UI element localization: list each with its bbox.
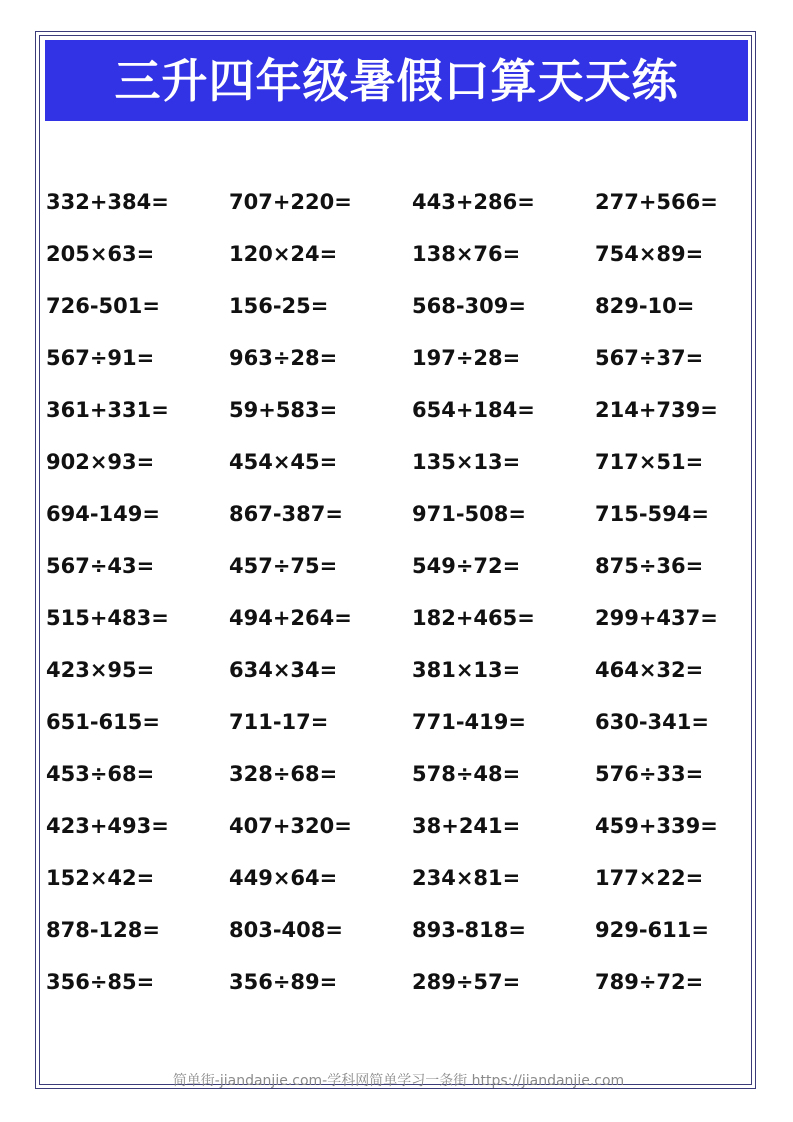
math-problem: 971-508= [412,502,526,526]
math-problem: 356÷85= [46,970,155,994]
footer-text: 简单街-jiandanjie.com-学科网简单学习一条街 https://jiandanjie.com [172,1073,625,1089]
problem-grid [46,180,766,1012]
math-problem: 464×32= [595,658,704,682]
math-problem: 328÷68= [229,762,338,786]
math-problem: 289÷57= [412,970,521,994]
math-problem: 878-128= [46,918,160,942]
math-problem: 454×45= [229,450,338,474]
math-problem: 182+465= [412,606,535,630]
math-problem: 457÷75= [229,554,338,578]
math-problem: 234×81= [412,866,521,890]
math-problem: 567÷91= [46,346,155,370]
math-problem: 177×22= [595,866,704,890]
math-problem: 867-387= [229,502,343,526]
math-problem: 361+331= [46,398,169,422]
math-problem: 568-309= [412,294,526,318]
math-problem: 929-611= [595,918,709,942]
math-problem: 726-501= [46,294,160,318]
title-banner [45,40,748,121]
math-problem: 515+483= [46,606,169,630]
math-problem: 332+384= [46,190,169,214]
math-problem: 694-149= [46,502,160,526]
math-problem: 423+493= [46,814,169,838]
math-problem: 59+583= [229,398,338,422]
math-problem: 156-25= [229,294,329,318]
math-problem: 630-341= [595,710,709,734]
math-problem: 152×42= [46,866,155,890]
math-problem: 715-594= [595,502,709,526]
math-problem: 717×51= [595,450,704,474]
math-problem: 453÷68= [46,762,155,786]
math-problem: 549÷72= [412,554,521,578]
math-problem: 654+184= [412,398,535,422]
math-problem: 771-419= [412,710,526,734]
math-problem: 120×24= [229,242,338,266]
math-problem: 449×64= [229,866,338,890]
math-problem: 902×93= [46,450,155,474]
math-problem: 38+241= [412,814,521,838]
math-problem: 803-408= [229,918,343,942]
math-problem: 963÷28= [229,346,338,370]
math-problem: 567÷37= [595,346,704,370]
page-title: 三升四年级暑假口算天天练 [114,53,679,108]
math-problem: 634×34= [229,658,338,682]
math-problem: 829-10= [595,294,695,318]
math-problem: 205×63= [46,242,155,266]
math-problem: 754×89= [595,242,704,266]
math-problem: 277+566= [595,190,718,214]
math-problem: 299+437= [595,606,718,630]
math-problem: 197÷28= [412,346,521,370]
math-problem: 138×76= [412,242,521,266]
math-problem: 576÷33= [595,762,704,786]
math-problem: 711-17= [229,710,329,734]
math-problem: 459+339= [595,814,718,838]
math-problem: 707+220= [229,190,352,214]
math-problem: 578÷48= [412,762,521,786]
math-problem: 494+264= [229,606,352,630]
math-problem: 356÷89= [229,970,338,994]
math-problem: 893-818= [412,918,526,942]
math-problem: 651-615= [46,710,160,734]
math-problem: 443+286= [412,190,535,214]
math-problem: 567÷43= [46,554,155,578]
math-problem: 135×13= [412,450,521,474]
math-problem: 214+739= [595,398,718,422]
math-problem: 423×95= [46,658,155,682]
math-problem: 381×13= [412,658,521,682]
math-problem: 875÷36= [595,554,704,578]
math-problem: 407+320= [229,814,352,838]
math-problem: 789÷72= [595,970,704,994]
